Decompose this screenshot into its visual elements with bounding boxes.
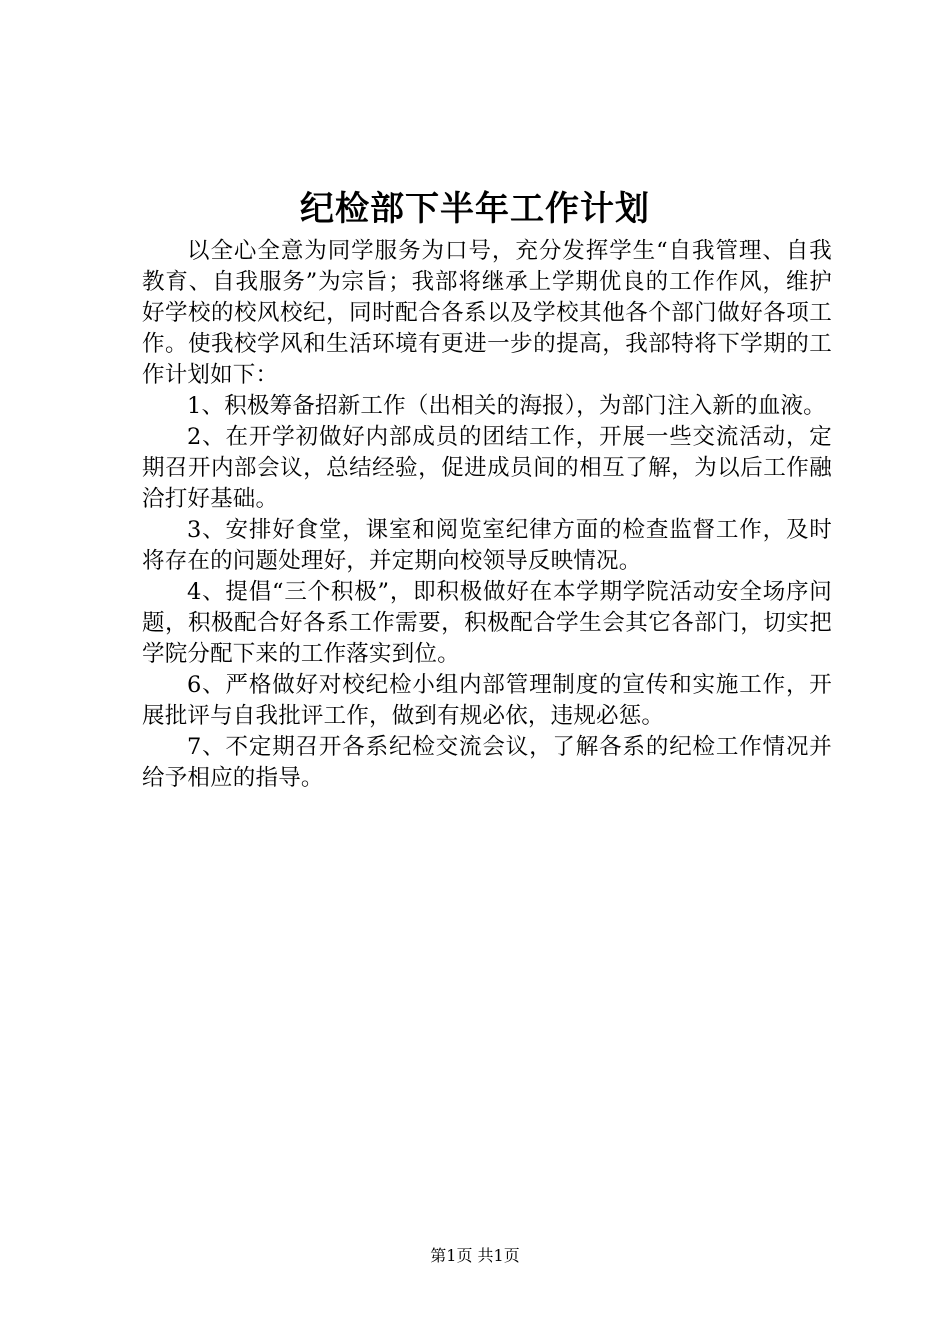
intro-paragraph: 以全心全意为同学服务为口号，充分发挥学生“自我管理、自我教育、自我服务”为宗旨；我部将继承上学期优良的工作作风，维护好学校的校风校纪，同时配合各系以及学校其他各个部门做好各项工作。使我校学风和生活环境有更进一步的提高，我部特将下学期的工作计划如下：	[142, 238, 832, 388]
document-title: 纪检部下半年工作计划	[300, 189, 650, 229]
plan-item-7: 7、不定期召开各系纪检交流会议，了解各系的纪检工作情况并给予相应的指导。	[142, 734, 832, 791]
plan-item-3: 3、安排好食堂，课室和阅览室纪律方面的检查监督工作，及时将存在的问题处理好，并定期向校领导反映情况。	[142, 517, 832, 574]
plan-item-6: 6、严格做好对校纪检小组内部管理制度的宣传和实施工作，开展批评与自我批评工作，做到有规必依，违规必惩。	[142, 672, 832, 729]
plan-item-4: 4、提倡“三个积极”，即积极做好在本学期学院活动安全场序问题，积极配合好各系工作需要，积极配合学生会其它各部门，切实把学院分配下来的工作落实到位。	[142, 579, 832, 667]
plan-item-1: 1、积极筹备招新工作（出相关的海报），为部门注入新的血液。	[187, 393, 826, 419]
plan-item-2: 2、在开学初做好内部成员的团结工作，开展一些交流活动，定期召开内部会议，总结经验，促进成员间的相互了解，为以后工作融洽打好基础。	[142, 424, 832, 512]
document-body	[142, 236, 832, 794]
page-footer: 第1页 共1页	[430, 1246, 520, 1265]
